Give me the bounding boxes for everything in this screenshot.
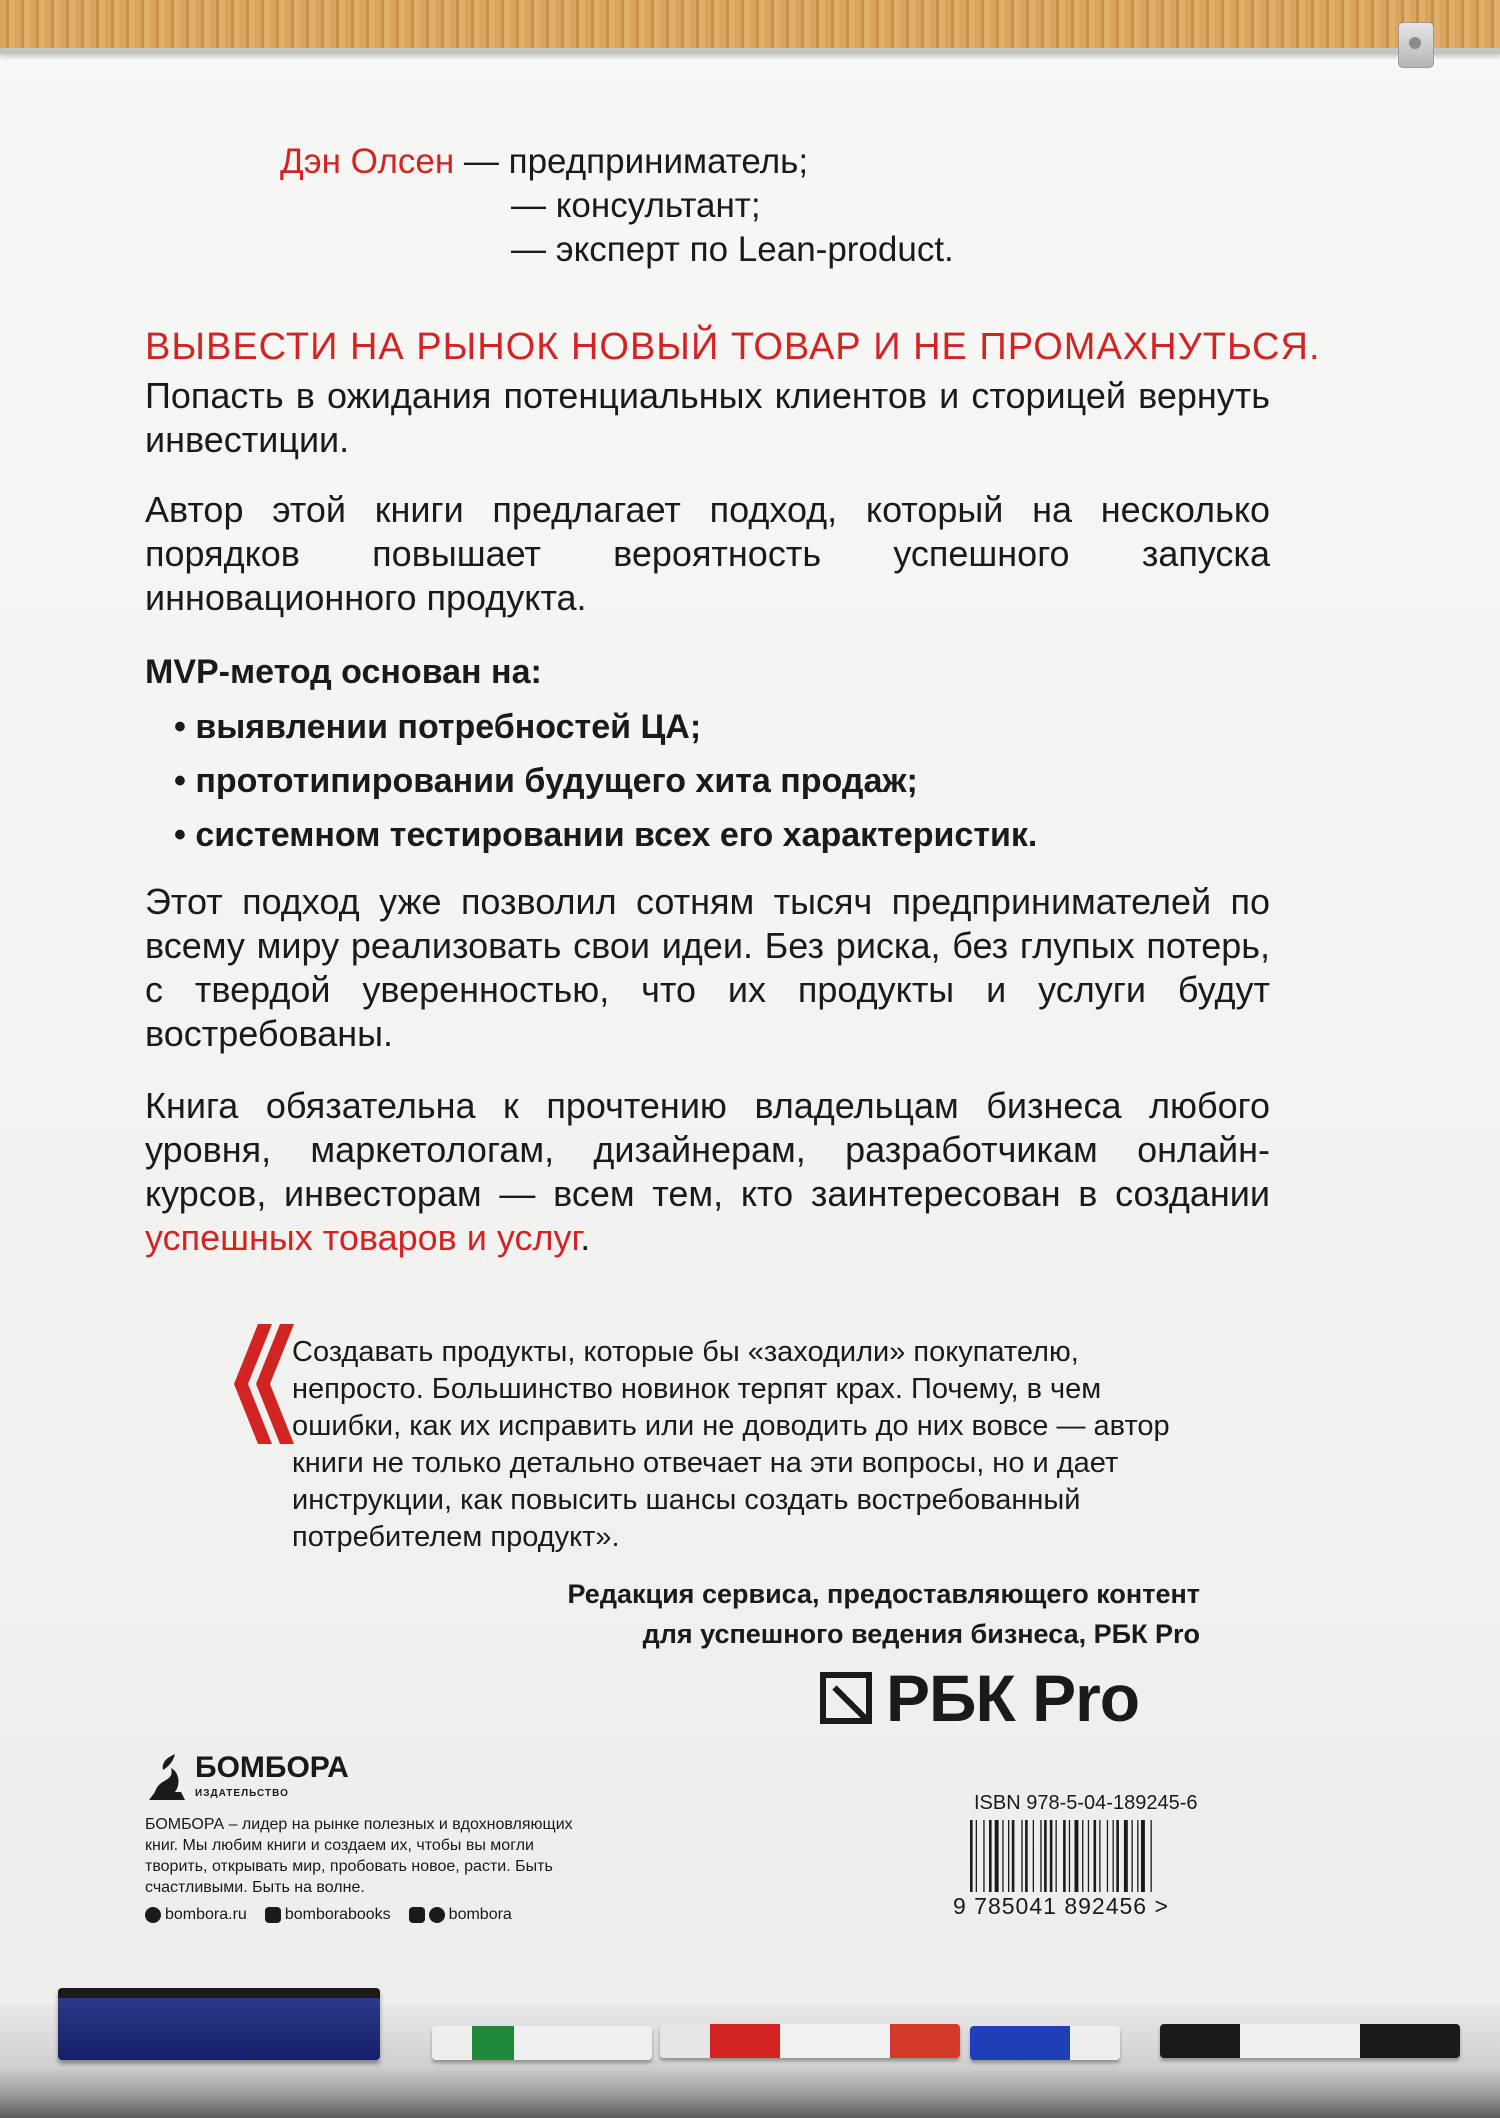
bombora-logo-icon — [145, 1752, 189, 1804]
board-clip — [1398, 22, 1434, 68]
method-item: • прототипировании будущего хита продаж; — [196, 754, 1037, 808]
audience-end: . — [580, 1217, 591, 1258]
quote-source — [440, 1574, 1200, 1654]
quote-text: Создавать продукты, которые бы «заходили» покупателю, непросто. Большинство новинок терпят крах. Почему, в чем ошибки, как их исправить или не доводить до них вовсе — автор книги не только детально отвечает на эти вопросы, но и дает инструкции, как повысить шансы создать востребованный потребителем продукт». — [292, 1336, 1170, 1553]
vk-link[interactable] — [265, 1904, 391, 1925]
globe-icon — [145, 1907, 161, 1923]
cork-strip — [0, 0, 1500, 54]
method-list — [196, 700, 1037, 862]
red-marker — [660, 2024, 960, 2058]
vk-label: bomborabooks — [284, 1906, 391, 1923]
author-role-3: — эксперт по Lean-product. — [511, 230, 954, 269]
blue-marker — [970, 2026, 1120, 2060]
rbk-logo-icon — [820, 1672, 872, 1724]
quote-chevron-icon — [234, 1324, 294, 1444]
method-title: MVP-метод основан на: — [145, 653, 542, 691]
headline: ВЫВЕСТИ НА РЫНОК НОВЫЙ ТОВАР И НЕ ПРОМАХНУТЬСЯ. — [145, 326, 1321, 368]
approach-paragraph: Автор этой книги предлагает подход, который на несколько порядков повышает вероятность успешного запуска инновационного продукта. — [145, 489, 1270, 618]
website-label: bombora.ru — [165, 1906, 247, 1923]
method-item: • выявлении потребностей ЦА; — [196, 700, 1037, 754]
barcode-icon — [970, 1820, 1200, 1892]
intro-paragraph: Попасть в ожидания потенциальных клиентов и сторицей вернуть инвестиции. — [145, 375, 1270, 460]
audience-paragraph — [145, 1084, 1270, 1260]
youtube-telegram-link[interactable] — [409, 1904, 512, 1925]
audience-text: Книга обязательна к прочтению владельцам бизнеса любого уровня, маркетологам, дизайнерам, разработчикам онлайн-курсов, инвесторам — всем тем, кто заинтересован в создании — [145, 1085, 1270, 1214]
author-name: Дэн Олсен — [280, 142, 455, 181]
publisher-links — [145, 1904, 585, 1925]
rbk-logo-text: РБК Pro — [886, 1661, 1140, 1735]
youtube-telegram-label: bombora — [448, 1906, 512, 1923]
impact-paragraph: Этот подход уже позволил сотням тысяч предпринимателей по всему миру реализовать свои идеи. Без риска, без глупых потерь, с твердой уверенностью, что их продукты и услуги будут востребованы. — [145, 881, 1270, 1054]
author-role-2: — консультант; — [511, 186, 761, 225]
publisher-name: БОМБОРА — [195, 1751, 349, 1784]
board-eraser — [58, 1988, 380, 2060]
method-item: • системном тестировании всех его характеристик. — [196, 808, 1037, 862]
quote-source-line: Редакция сервиса, предоставляющего контент — [567, 1579, 1200, 1609]
green-marker — [432, 2026, 652, 2060]
website-link[interactable] — [145, 1904, 247, 1925]
publisher-block — [145, 1752, 585, 1925]
publisher-logo — [145, 1752, 585, 1804]
barcode-number: 9 785041 892456 > — [953, 1893, 1169, 1919]
rbk-pro-logo — [820, 1660, 1139, 1736]
author-role-1: — предприниматель; — [463, 142, 809, 181]
audience-highlight: успешных товаров и услуг — [145, 1217, 581, 1258]
publisher-subtitle: ИЗДАТЕЛЬСТВО — [195, 1788, 289, 1799]
telegram-icon — [429, 1907, 445, 1923]
youtube-icon — [409, 1907, 425, 1923]
isbn-text: ISBN 978-5-04-189245-6 — [974, 1792, 1198, 1814]
publisher-description: БОМБОРА – лидер на рынке полезных и вдохновляющих книг. Мы любим книги и создаем их, чтобы вы могли творить, открывать мир, пробовать новое, расти. Быть счастливыми. Быть на волне. — [145, 1816, 573, 1896]
black-marker — [1160, 2024, 1460, 2058]
vk-icon — [265, 1907, 281, 1923]
quote-source-line: для успешного ведения бизнеса, РБК Pro — [642, 1619, 1200, 1649]
author-block — [280, 140, 954, 272]
